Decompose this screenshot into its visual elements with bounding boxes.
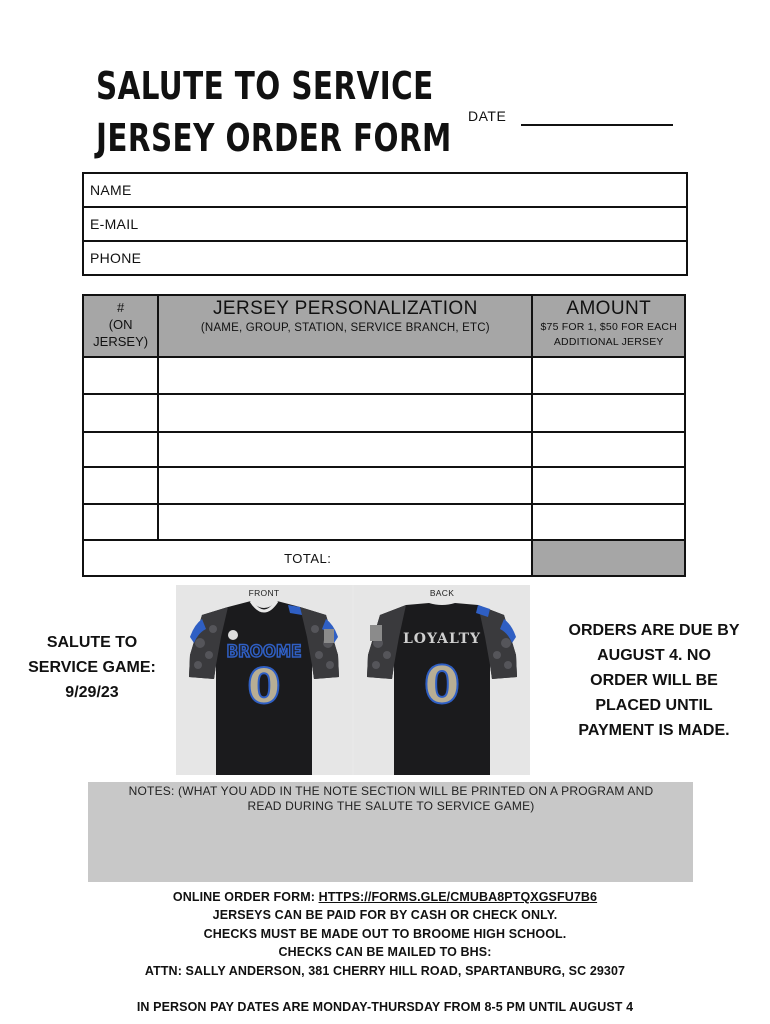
amount-cell[interactable] bbox=[532, 394, 685, 432]
check-payable-text: CHECKS MUST BE MADE OUT TO BROOME HIGH SCHOOL. bbox=[203, 927, 567, 941]
mail-checks-text: CHECKS CAN BE MAILED TO BHS: bbox=[278, 945, 492, 959]
form-title-line2: JERSEY ORDER FORM bbox=[96, 116, 452, 160]
order-table bbox=[82, 294, 686, 577]
col-number-line2: (ON bbox=[108, 317, 133, 332]
personalization-cell[interactable] bbox=[158, 432, 532, 467]
amount-cell[interactable] bbox=[532, 432, 685, 467]
jersey-front-image bbox=[176, 585, 352, 775]
notes-line1: NOTES: (WHAT YOU ADD IN THE NOTE SECTION WILL BE PRINTED ON A PROGRAM AND bbox=[128, 784, 654, 798]
phone-label: PHONE bbox=[90, 250, 142, 266]
name-field[interactable] bbox=[84, 174, 686, 208]
amount-cell[interactable] bbox=[532, 357, 685, 394]
col-header-number bbox=[83, 295, 158, 357]
total-label: TOTAL: bbox=[83, 540, 532, 576]
notes-line2: READ DURING THE SALUTE TO SERVICE GAME) bbox=[247, 799, 535, 813]
col-amount-title: AMOUNT bbox=[566, 298, 652, 319]
back-caption: BACK bbox=[429, 588, 455, 598]
game-info bbox=[8, 630, 176, 705]
online-order-label: ONLINE ORDER FORM: bbox=[172, 890, 315, 904]
amount-cell[interactable] bbox=[532, 467, 685, 504]
col-number-line3: JERSEY) bbox=[93, 334, 149, 349]
order-row bbox=[83, 394, 685, 432]
order-row bbox=[83, 432, 685, 467]
payment-method-text: JERSEYS CAN BE PAID FOR BY CASH OR CHECK ONLY. bbox=[212, 908, 558, 922]
jersey-back-graphic bbox=[354, 585, 530, 775]
date-label: DATE bbox=[468, 108, 507, 124]
notes-field[interactable] bbox=[88, 782, 693, 882]
form-title-line1: SALUTE TO SERVICE bbox=[96, 64, 434, 108]
order-row bbox=[83, 467, 685, 504]
personalization-cell[interactable] bbox=[158, 504, 532, 540]
deadline-line3: ORDER WILL BE bbox=[590, 672, 718, 689]
jersey-number-cell[interactable] bbox=[83, 504, 158, 540]
deadline-line1: ORDERS ARE DUE BY bbox=[568, 622, 740, 639]
online-order-line bbox=[0, 890, 770, 904]
order-row bbox=[83, 504, 685, 540]
name-label: NAME bbox=[90, 182, 132, 198]
col-personalization-title: JERSEY PERSONALIZATION bbox=[213, 298, 478, 319]
col-personalization-subtitle: (NAME, GROUP, STATION, SERVICE BRANCH, ETC) bbox=[200, 322, 490, 334]
game-info-line2: SERVICE GAME: bbox=[28, 659, 156, 676]
personalization-cell[interactable] bbox=[158, 357, 532, 394]
deadline-notice bbox=[556, 618, 752, 743]
col-header-personalization bbox=[158, 295, 532, 357]
order-row bbox=[83, 357, 685, 394]
total-row bbox=[83, 540, 685, 576]
back-number: 0 bbox=[423, 656, 461, 716]
jersey-preview-image bbox=[176, 585, 530, 775]
col-amount-subtitle: $75 FOR 1, $50 FOR EACH ADDITIONAL JERSEY bbox=[540, 321, 677, 348]
jersey-number-cell[interactable] bbox=[83, 432, 158, 467]
jersey-number-cell[interactable] bbox=[83, 394, 158, 432]
phone-field[interactable] bbox=[84, 242, 686, 274]
front-wordmark: BROOME bbox=[226, 642, 302, 662]
total-amount-cell[interactable] bbox=[532, 540, 685, 576]
front-caption: FRONT bbox=[248, 588, 280, 598]
personalization-cell[interactable] bbox=[158, 394, 532, 432]
email-field[interactable] bbox=[84, 208, 686, 242]
personalization-cell[interactable] bbox=[158, 467, 532, 504]
email-label: E-MAIL bbox=[90, 216, 139, 232]
deadline-line5: PAYMENT IS MADE. bbox=[578, 722, 730, 739]
date-field[interactable] bbox=[521, 124, 673, 126]
jersey-back-image bbox=[354, 585, 530, 775]
svg-text:0: 0 bbox=[247, 659, 281, 715]
deadline-line4: PLACED UNTIL bbox=[595, 697, 713, 714]
notes-instructions bbox=[100, 784, 682, 814]
deadline-line2: AUGUST 4. NO bbox=[597, 647, 711, 664]
col-header-amount bbox=[532, 295, 685, 357]
col-number-line1: # bbox=[117, 300, 125, 315]
online-order-link[interactable]: HTTPS://FORMS.GLE/CMUBA8PTQXGSFU7B6 bbox=[318, 890, 598, 904]
in-person-pay-text: IN PERSON PAY DATES ARE MONDAY-THURSDAY FROM 8-5 PM UNTIL AUGUST 4 bbox=[136, 1000, 634, 1014]
jersey-front-graphic bbox=[176, 585, 352, 775]
jersey-number-cell[interactable] bbox=[83, 467, 158, 504]
mailing-address-text: ATTN: SALLY ANDERSON, 381 CHERRY HILL ROAD, SPARTANBURG, SC 29307 bbox=[144, 964, 626, 978]
contact-info-box bbox=[82, 172, 688, 276]
amount-cell[interactable] bbox=[532, 504, 685, 540]
game-info-line1: SALUTE TO bbox=[46, 634, 138, 651]
game-info-line3: 9/29/23 bbox=[65, 684, 119, 701]
back-wordmark: LOYALTY bbox=[402, 631, 482, 647]
jersey-number-cell[interactable] bbox=[83, 357, 158, 394]
